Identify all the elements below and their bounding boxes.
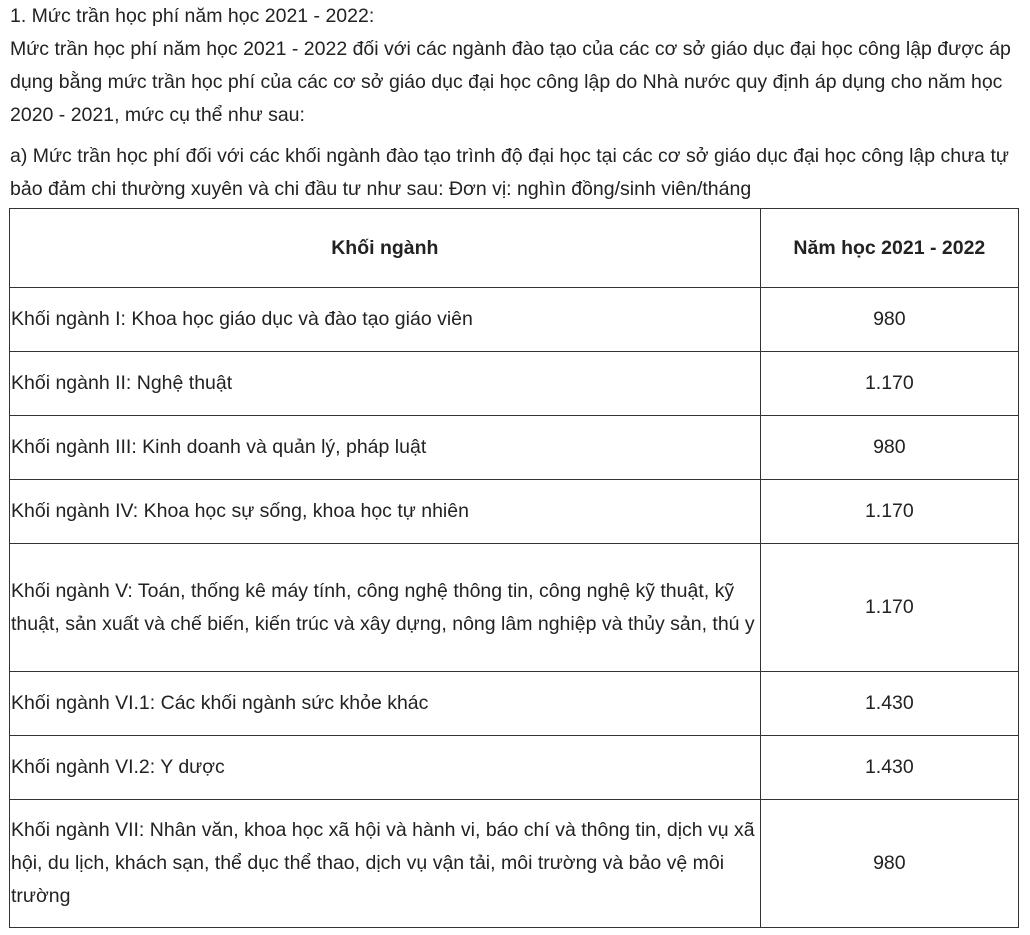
row-name: Khối ngành VI.1: Các khối ngành sức khỏe khác — [10, 672, 761, 736]
row-fee: 980 — [760, 416, 1018, 480]
row-name: Khối ngành VI.2: Y dược — [10, 736, 761, 800]
table-row — [10, 544, 1019, 672]
tuition-table — [9, 208, 1019, 928]
row-name: Khối ngành VII: Nhân văn, khoa học xã hội và hành vi, báo chí và thông tin, dịch vụ xã hội, du lịch, khách sạn, thể dục thể thao, dịch vụ vận tải, môi trường và bảo vệ môi trường — [10, 800, 761, 928]
row-fee: 980 — [760, 800, 1018, 928]
header-khoi-nganh: Khối ngành — [10, 209, 761, 288]
table-row — [10, 416, 1019, 480]
intro-paragraph: Mức trần học phí năm học 2021 - 2022 đối với các ngành đào tạo của các cơ sở giáo dục đại học công lập được áp dụng bằng mức trần học phí của các cơ sở giáo dục đại học công lập do Nhà nước quy định áp dụng cho năm học 2020 - 2021, mức cụ thể như sau: — [10, 38, 1011, 126]
table-row — [10, 480, 1019, 544]
row-fee: 1.170 — [760, 480, 1018, 544]
row-fee: 980 — [760, 288, 1018, 352]
row-name: Khối ngành III: Kinh doanh và quản lý, pháp luật — [10, 416, 761, 480]
row-fee: 1.430 — [760, 736, 1018, 800]
section-a-paragraph: a) Mức trần học phí đối với các khối ngành đào tạo trình độ đại học tại các cơ sở giáo dục đại học công lập chưa tự bảo đảm chi thường xuyên và chi đầu tư như sau: Đơn vị: nghìn đồng/sinh viên/tháng — [10, 145, 1009, 200]
table-row — [10, 672, 1019, 736]
row-name: Khối ngành II: Nghệ thuật — [10, 352, 761, 416]
row-fee: 1.170 — [760, 352, 1018, 416]
row-name: Khối ngành IV: Khoa học sự sống, khoa học tự nhiên — [10, 480, 761, 544]
row-fee: 1.430 — [760, 672, 1018, 736]
row-fee: 1.170 — [760, 544, 1018, 672]
header-nam-hoc: Năm học 2021 - 2022 — [760, 209, 1018, 288]
row-name: Khối ngành V: Toán, thống kê máy tính, công nghệ thông tin, công nghệ kỹ thuật, kỹ thuật, sản xuất và chế biến, kiến trúc và xây dựng, nông lâm nghiệp và thủy sản, thú y — [10, 544, 761, 672]
row-name: Khối ngành I: Khoa học giáo dục và đào tạo giáo viên — [10, 288, 761, 352]
table-header-row — [10, 209, 1019, 288]
table-row — [10, 288, 1019, 352]
section-heading: 1. Mức trần học phí năm học 2021 - 2022: — [10, 5, 375, 27]
table-row — [10, 736, 1019, 800]
table-row — [10, 352, 1019, 416]
table-row — [10, 800, 1019, 928]
